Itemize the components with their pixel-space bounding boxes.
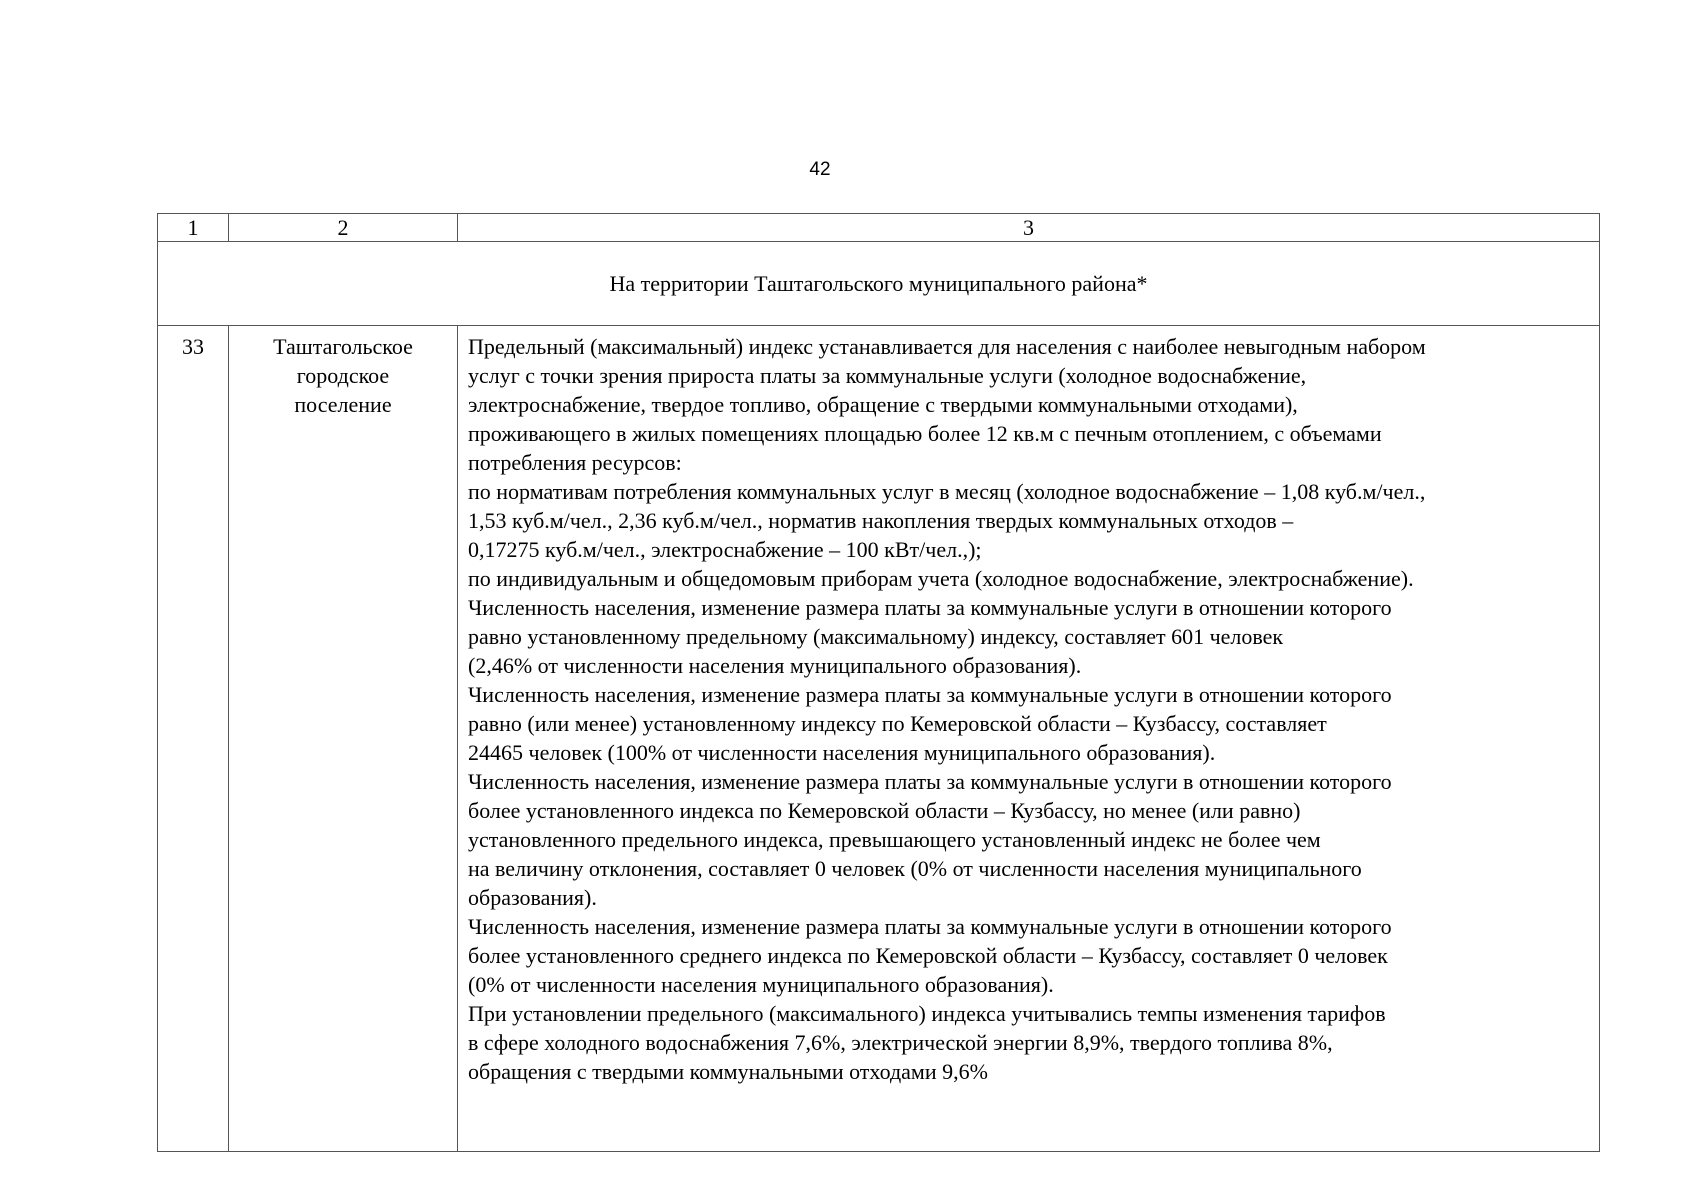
description-line: Численность населения, изменение размера платы за коммунальные услуги в отношении которого (468, 914, 1392, 939)
table-row (158, 326, 1600, 1152)
region-title: На территории Таштагольского муниципального района* (158, 242, 1600, 326)
description-line: При установлении предельного (максимального) индекса учитывались темпы изменения тарифов (468, 1001, 1386, 1026)
column-header-3: 3 (458, 214, 1600, 242)
description-line: более установленного индекса по Кемеровской области – Кузбассу, но менее (или равно) (468, 798, 1301, 823)
description-line: 0,17275 куб.м/чел., электроснабжение – 100 кВт/чел.,); (468, 537, 982, 562)
description-line: по нормативам потребления коммунальных услуг в месяц (холодное водоснабжение – 1,08 куб.м/чел., (468, 479, 1426, 504)
description-cell (458, 326, 1600, 1152)
description-line: Предельный (максимальный) индекс устанавливается для населения с наиболее невыгодным набором (468, 334, 1426, 359)
description-line: 24465 человек (100% от численности населения муниципального образования). (468, 740, 1216, 765)
description-line: в сфере холодного водоснабжения 7,6%, электрической энергии 8,9%, твердого топлива 8%, (468, 1030, 1333, 1055)
data-table (157, 213, 1600, 1152)
description-line: равно установленному предельному (максимальному) индексу, составляет 601 человек (468, 624, 1284, 649)
description-line: равно (или менее) установленному индексу по Кемеровской области – Кузбассу, составляет (468, 711, 1327, 736)
description-line: Численность населения, изменение размера платы за коммунальные услуги в отношении которого (468, 682, 1392, 707)
description-line: электроснабжение, твердое топливо, обращение с твердыми коммунальными отходами), (468, 392, 1298, 417)
settlement-name-line: Таштагольское (273, 334, 413, 359)
description-line: Численность населения, изменение размера платы за коммунальные услуги в отношении которого (468, 769, 1392, 794)
page-number: 42 (809, 159, 831, 180)
description-line: Численность населения, изменение размера платы за коммунальные услуги в отношении которого (468, 595, 1392, 620)
settlement-name-line: поселение (294, 392, 392, 417)
description-line: (2,46% от численности населения муниципального образования). (468, 653, 1082, 678)
description-line: (0% от численности населения муниципального образования). (468, 972, 1054, 997)
settlement-name-line: городское (296, 363, 390, 388)
description-line: потребления ресурсов: (468, 450, 682, 475)
description-line: установленного предельного индекса, превышающего установленный индекс не более чем (468, 827, 1321, 852)
description-line: 1,53 куб.м/чел., 2,36 куб.м/чел., норматив накопления твердых коммунальных отходов – (468, 508, 1294, 533)
region-row (158, 242, 1600, 326)
description-line: по индивидуальным и общедомовым приборам учета (холодное водоснабжение, электроснабжение). (468, 566, 1414, 591)
column-header-2: 2 (229, 214, 458, 242)
description-line: образования). (468, 885, 597, 910)
settlement-name (229, 326, 458, 1152)
description-line: обращения с твердыми коммунальными отходами 9,6% (468, 1059, 988, 1084)
description-line: услуг с точки зрения прироста платы за коммунальные услуги (холодное водоснабжение, (468, 363, 1307, 388)
description-line: проживающего в жилых помещениях площадью более 12 кв.м с печным отоплением, с объемами (468, 421, 1382, 446)
row-number: 33 (158, 326, 229, 1152)
column-header-1: 1 (158, 214, 229, 242)
table-header-row (158, 214, 1600, 242)
description-line: более установленного среднего индекса по Кемеровской области – Кузбассу, составляет 0 человек (468, 943, 1388, 968)
description-line: на величину отклонения, составляет 0 человек (0% от численности населения муниципального (468, 856, 1362, 881)
